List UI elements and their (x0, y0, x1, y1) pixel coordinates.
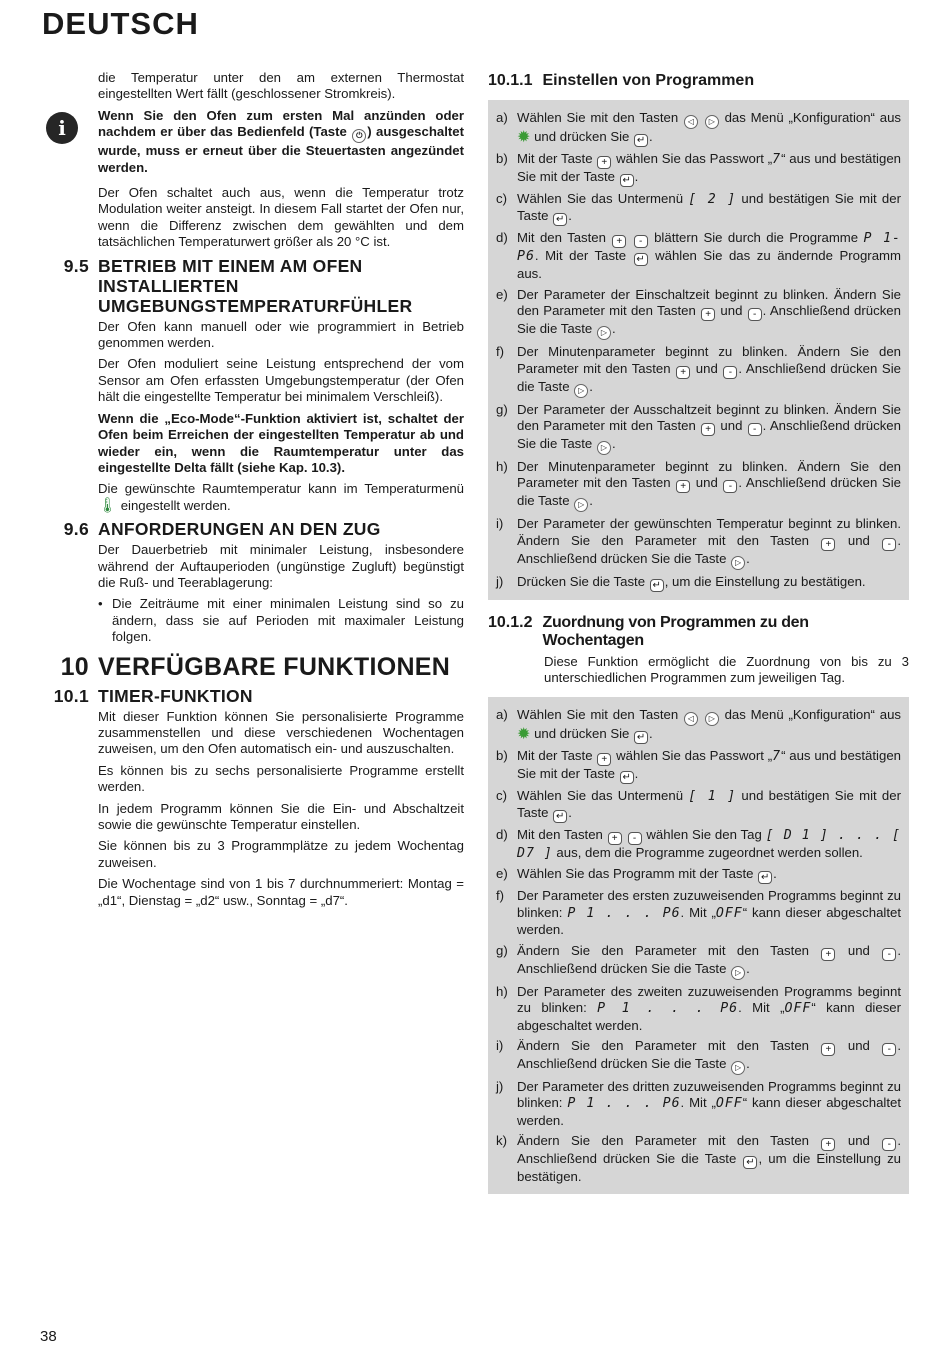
minus-key-icon: - (748, 423, 762, 436)
power-key-icon: ⏻ (352, 129, 366, 143)
plus-key-icon: + (597, 753, 611, 766)
right-key-icon: ▷ (574, 498, 588, 512)
right-key-icon: ▷ (574, 384, 588, 398)
day-range-display: [ D 1 ] . . . [ D7 ] (517, 828, 901, 862)
plus-key-icon: + (612, 235, 626, 248)
list-item: g) Ändern Sie den Parameter mit den Tasten + und - . Anschließend drücken Sie die Taste ▷ . (496, 943, 901, 980)
list-item: a) Wählen Sie mit den Tasten ◁ ▷ das Menü „Konfiguration“ aus ✹ und drücken Sie ↵ . (496, 110, 902, 146)
left-key-icon: ◁ (684, 712, 698, 726)
plus-key-icon: + (821, 948, 835, 961)
list-item: e) Wählen Sie das Programm mit der Taste ↵ . (496, 866, 777, 884)
enter-key-icon: ↵ (634, 253, 648, 266)
list-item: h) Der Parameter des zweiten zuzuweisenden Programms beginnt zu blinken: P 1 . . . P6. Mit „OFF“ kann dieser abgeschaltet werden. (496, 983, 902, 1033)
section-9-5-body: Der Ofen kann manuell oder wie programmiert in Betrieb genommen werden. Der Ofen moduliert seine Leistung entsprechend der vom Sensor am Ofen erfassten Umgebungstemperatur (der Ofen hält die eingestellte Temperatur bei minimalem Verschleiß). Wenn die „Eco-Mode“-Funktion aktiviert ist, schaltet der Ofen beim Erreichen der eingestellten Temperatur ab und wieder ein, wenn die Raumtemperatur unter das eingestellte Delta fällt (siehe Kap. 10.3). Die gewünschte Raumtemperatur kann im Temperaturmenü 🌡 eingestellt werden. (98, 318, 464, 514)
page-header: DEUTSCH (42, 6, 199, 41)
submenu-display: [ 2 ] (688, 192, 737, 207)
list-item: b) Mit der Taste + wählen Sie das Passwort „7“ aus und bestätigen Sie mit der Taste ↵ . (496, 747, 901, 783)
enter-key-icon: ↵ (743, 1156, 757, 1169)
right-key-icon: ▷ (731, 966, 745, 980)
list-item: i) Der Parameter der gewünschten Temperatur beginnt zu blinken. Ändern Sie den Parameter mit den Tasten + und - . Anschließend drücken Sie die Taste ▷ . (496, 516, 901, 569)
minus-key-icon: - (882, 1043, 896, 1056)
left-key-icon: ◁ (684, 115, 698, 129)
program-list-display: P 1 . . . P6 (597, 1001, 739, 1017)
list-item: a) Wählen Sie mit den Tasten ◁ ▷ das Menü „Konfiguration“ aus ✹ und drücken Sie ↵ . (496, 706, 902, 743)
plus-key-icon: + (821, 538, 835, 551)
list-item: b) Mit der Taste + wählen Sie das Passwort „7“ aus und bestätigen Sie mit der Taste ↵ . (496, 151, 901, 186)
password-display: 7 (772, 152, 782, 167)
info-note (40, 108, 464, 181)
plus-key-icon: + (701, 423, 715, 436)
info-note-text: Wenn Sie den Ofen zum ersten Mal anzünden oder nachdem er über das Bedienfeld (Taste ⏻ ) ausgeschaltet wurde, muss er erneut über die Steuertasten angezündet werden. (98, 107, 464, 175)
list-item: f) Der Parameter des ersten zuzuweisenden Programms beginnt zu blinken: P 1 . . . P6. Mit „OFF“ kann dieser abgeschaltet werden. (496, 888, 901, 938)
list-item: h) Der Minutenparameter beginnt zu blinken. Ändern Sie den Parameter mit den Tasten + und - . Anschließend drücken Sie die Taste ▷ . (496, 459, 901, 512)
list-item: d) Mit den Tasten + - blättern Sie durch die Programme P 1-P6. Mit der Taste ↵ wählen Sie das zu ändernde Programm aus. (496, 230, 901, 282)
day-assignment-box (488, 697, 909, 1194)
off-display: OFF (715, 1096, 743, 1112)
enter-key-icon: ↵ (634, 731, 648, 744)
plus-key-icon: + (701, 308, 715, 321)
minus-key-icon: - (882, 948, 896, 961)
section-10-1-body: Mit dieser Funktion können Sie personalisierte Programme zusammenstellen und diese verschiedenen Wochentagen zuweisen, um den Ofen automatisch ein- und auszuschalten. Es können bis zu sechs personalisierte Programme erstellt werden. In jedem Programm können Sie die Ein- und Abschaltzeit sowie die gewünschte Temperatur einstellen. Sie können bis zu 3 Programmplätze zu jedem Wochentag zuweisen. Die Wochentage sind von 1 bis 7 durchnummeriert: Montag = „d1“, Dienstag = „d2“ usw., Sonntag = „d7“. (98, 708, 464, 908)
enter-key-icon: ↵ (758, 871, 772, 884)
enter-key-icon: ↵ (650, 579, 664, 592)
gear-icon: ✹ (517, 129, 531, 146)
intro-paragraph: die Temperatur unter den am externen Thermostat eingestellten Wert fällt (geschlossener Stromkreis). (98, 70, 464, 102)
left-column (40, 70, 464, 914)
right-key-icon: ▷ (731, 1061, 745, 1075)
minus-key-icon: - (882, 1138, 896, 1151)
list-item: f) Der Minutenparameter beginnt zu blinken. Ändern Sie den Parameter mit den Tasten + und - . Anschließend drücken Sie die Taste ▷ . (496, 344, 901, 397)
enter-key-icon: ↵ (620, 174, 634, 187)
minus-key-icon: - (882, 538, 896, 551)
off-display: OFF (715, 905, 743, 921)
section-9-6-heading: 9.6 ANFORDERUNGEN AN DEN ZUG (63, 519, 381, 540)
section-10-1-1-heading: 10.1.1 Einstellen von Programmen (488, 72, 755, 89)
list-item: • Die Zeiträume mit einer minimalen Leistung sind so zu ändern, dass sie auf Perioden mit maximaler Leistung folgen. (98, 596, 464, 645)
password-display: 7 (772, 748, 782, 764)
minus-key-icon: - (723, 366, 737, 379)
minus-key-icon: - (723, 480, 737, 493)
right-key-icon: ▷ (597, 326, 611, 340)
section-9-6-body: Der Dauerbetrieb mit minimaler Leistung, insbesondere während der Auftauperioden (ungünstige Zugluft) begünstigt die Ruß- und Teerablagerung: • Die Zeiträume mit einer minimalen Leistung sind so zu ändern, dass sie auf Perioden mit maximaler Leistung folgen. (98, 542, 464, 645)
page-number: 38 (40, 1328, 57, 1345)
chapter-10-heading: 10 VERFÜGBARE FUNKTIONEN (60, 652, 451, 681)
submenu-display: [ 1 ] (688, 788, 737, 804)
plus-key-icon: + (821, 1043, 835, 1056)
right-key-icon: ▷ (705, 115, 719, 129)
enter-key-icon: ↵ (553, 213, 567, 226)
minus-key-icon: - (628, 832, 642, 845)
section-10-1-2-heading: 10.1.2 Zuordnung von Programmen zu den Wochentagen (488, 613, 809, 649)
plus-key-icon: + (676, 366, 690, 379)
enter-key-icon: ↵ (620, 771, 634, 784)
off-display: OFF (784, 1001, 812, 1017)
section-10-1-2-intro: Diese Funktion ermöglicht die Zuordnung von bis zu 3 unterschiedlichen Programmen zum jeweiligen Tag. (544, 653, 909, 686)
program-list-display: P 1 . . . P6 (567, 905, 681, 921)
list-item: c) Wählen Sie das Untermenü [ 2 ] und bestätigen Sie mit der Taste ↵ . (496, 191, 901, 226)
right-column (488, 70, 909, 1208)
enter-key-icon: ↵ (634, 134, 648, 147)
list-item: g) Der Parameter der Ausschaltzeit beginnt zu blinken. Ändern Sie den Parameter mit den Tasten + und - . Anschließend drücken Sie die Taste ▷ . (496, 402, 901, 455)
list-item: j) Der Parameter des dritten zuzuweisenden Programms beginnt zu blinken: P 1 . . . P6. Mit „OFF“ kann dieser abgeschaltet werden. (496, 1078, 901, 1128)
program-list-display: P 1 . . . P6 (567, 1096, 681, 1112)
plus-key-icon: + (597, 156, 611, 169)
list-item: c) Wählen Sie das Untermenü [ 1 ] und bestätigen Sie mit der Taste ↵ . (496, 787, 901, 823)
thermometer-icon: 🌡 (98, 496, 118, 514)
minus-key-icon: - (634, 235, 648, 248)
program-range-display: P 1-P6 (517, 231, 901, 265)
list-item: j) Drücken Sie die Taste ↵ , um die Einstellung zu bestätigen. (496, 573, 866, 591)
minus-key-icon: - (748, 308, 762, 321)
list-item: k) Ändern Sie den Parameter mit den Tasten + und - . Anschließend drücken Sie die Taste ↵ , um die Einstellung zu bestätigen. (496, 1133, 901, 1185)
right-key-icon: ▷ (731, 556, 745, 570)
plus-key-icon: + (821, 1138, 835, 1151)
right-key-icon: ▷ (705, 712, 719, 726)
temperature-menu-paragraph: Die gewünschte Raumtemperatur kann im Temperaturmenü 🌡 eingestellt werden. (98, 481, 464, 514)
section-9-5-heading: 9.5 BETRIEB MIT EINEM AM OFEN INSTALLIERTEN UMGEBUNGSTEMPERATURFÜHLER (63, 255, 413, 316)
gear-icon: ✹ (517, 725, 531, 743)
modulation-paragraph: Der Ofen schaltet auch aus, wenn die Temperatur trotz Modulation weiter ansteigt. In diesem Fall startet der Ofen nur, wenn die Differenz zwischen dem gewählten und dem tatsächlichen Temperaturwert größer als 20 °C ist. (98, 185, 464, 250)
list-item: e) Der Parameter der Einschaltzeit beginnt zu blinken. Ändern Sie den Parameter mit den Tasten + und - . Anschließend drücken Sie die Taste ▷ . (496, 287, 901, 340)
list-item: i) Ändern Sie den Parameter mit den Tasten + und - . Anschließend drücken Sie die Taste ▷ . (496, 1038, 901, 1075)
program-settings-box (488, 100, 909, 600)
enter-key-icon: ↵ (553, 810, 567, 823)
right-key-icon: ▷ (597, 441, 611, 455)
list-item: d) Mit den Tasten + - wählen Sie den Tag [ D 1 ] . . . [ D7 ] aus, dem die Programme zugeordnet werden sollen. (496, 827, 901, 862)
plus-key-icon: + (676, 480, 690, 493)
info-icon: i (46, 112, 78, 144)
bullet-list (98, 596, 464, 645)
section-10-1-heading: 10.1 TIMER-FUNKTION (53, 685, 253, 706)
plus-key-icon: + (608, 832, 622, 845)
